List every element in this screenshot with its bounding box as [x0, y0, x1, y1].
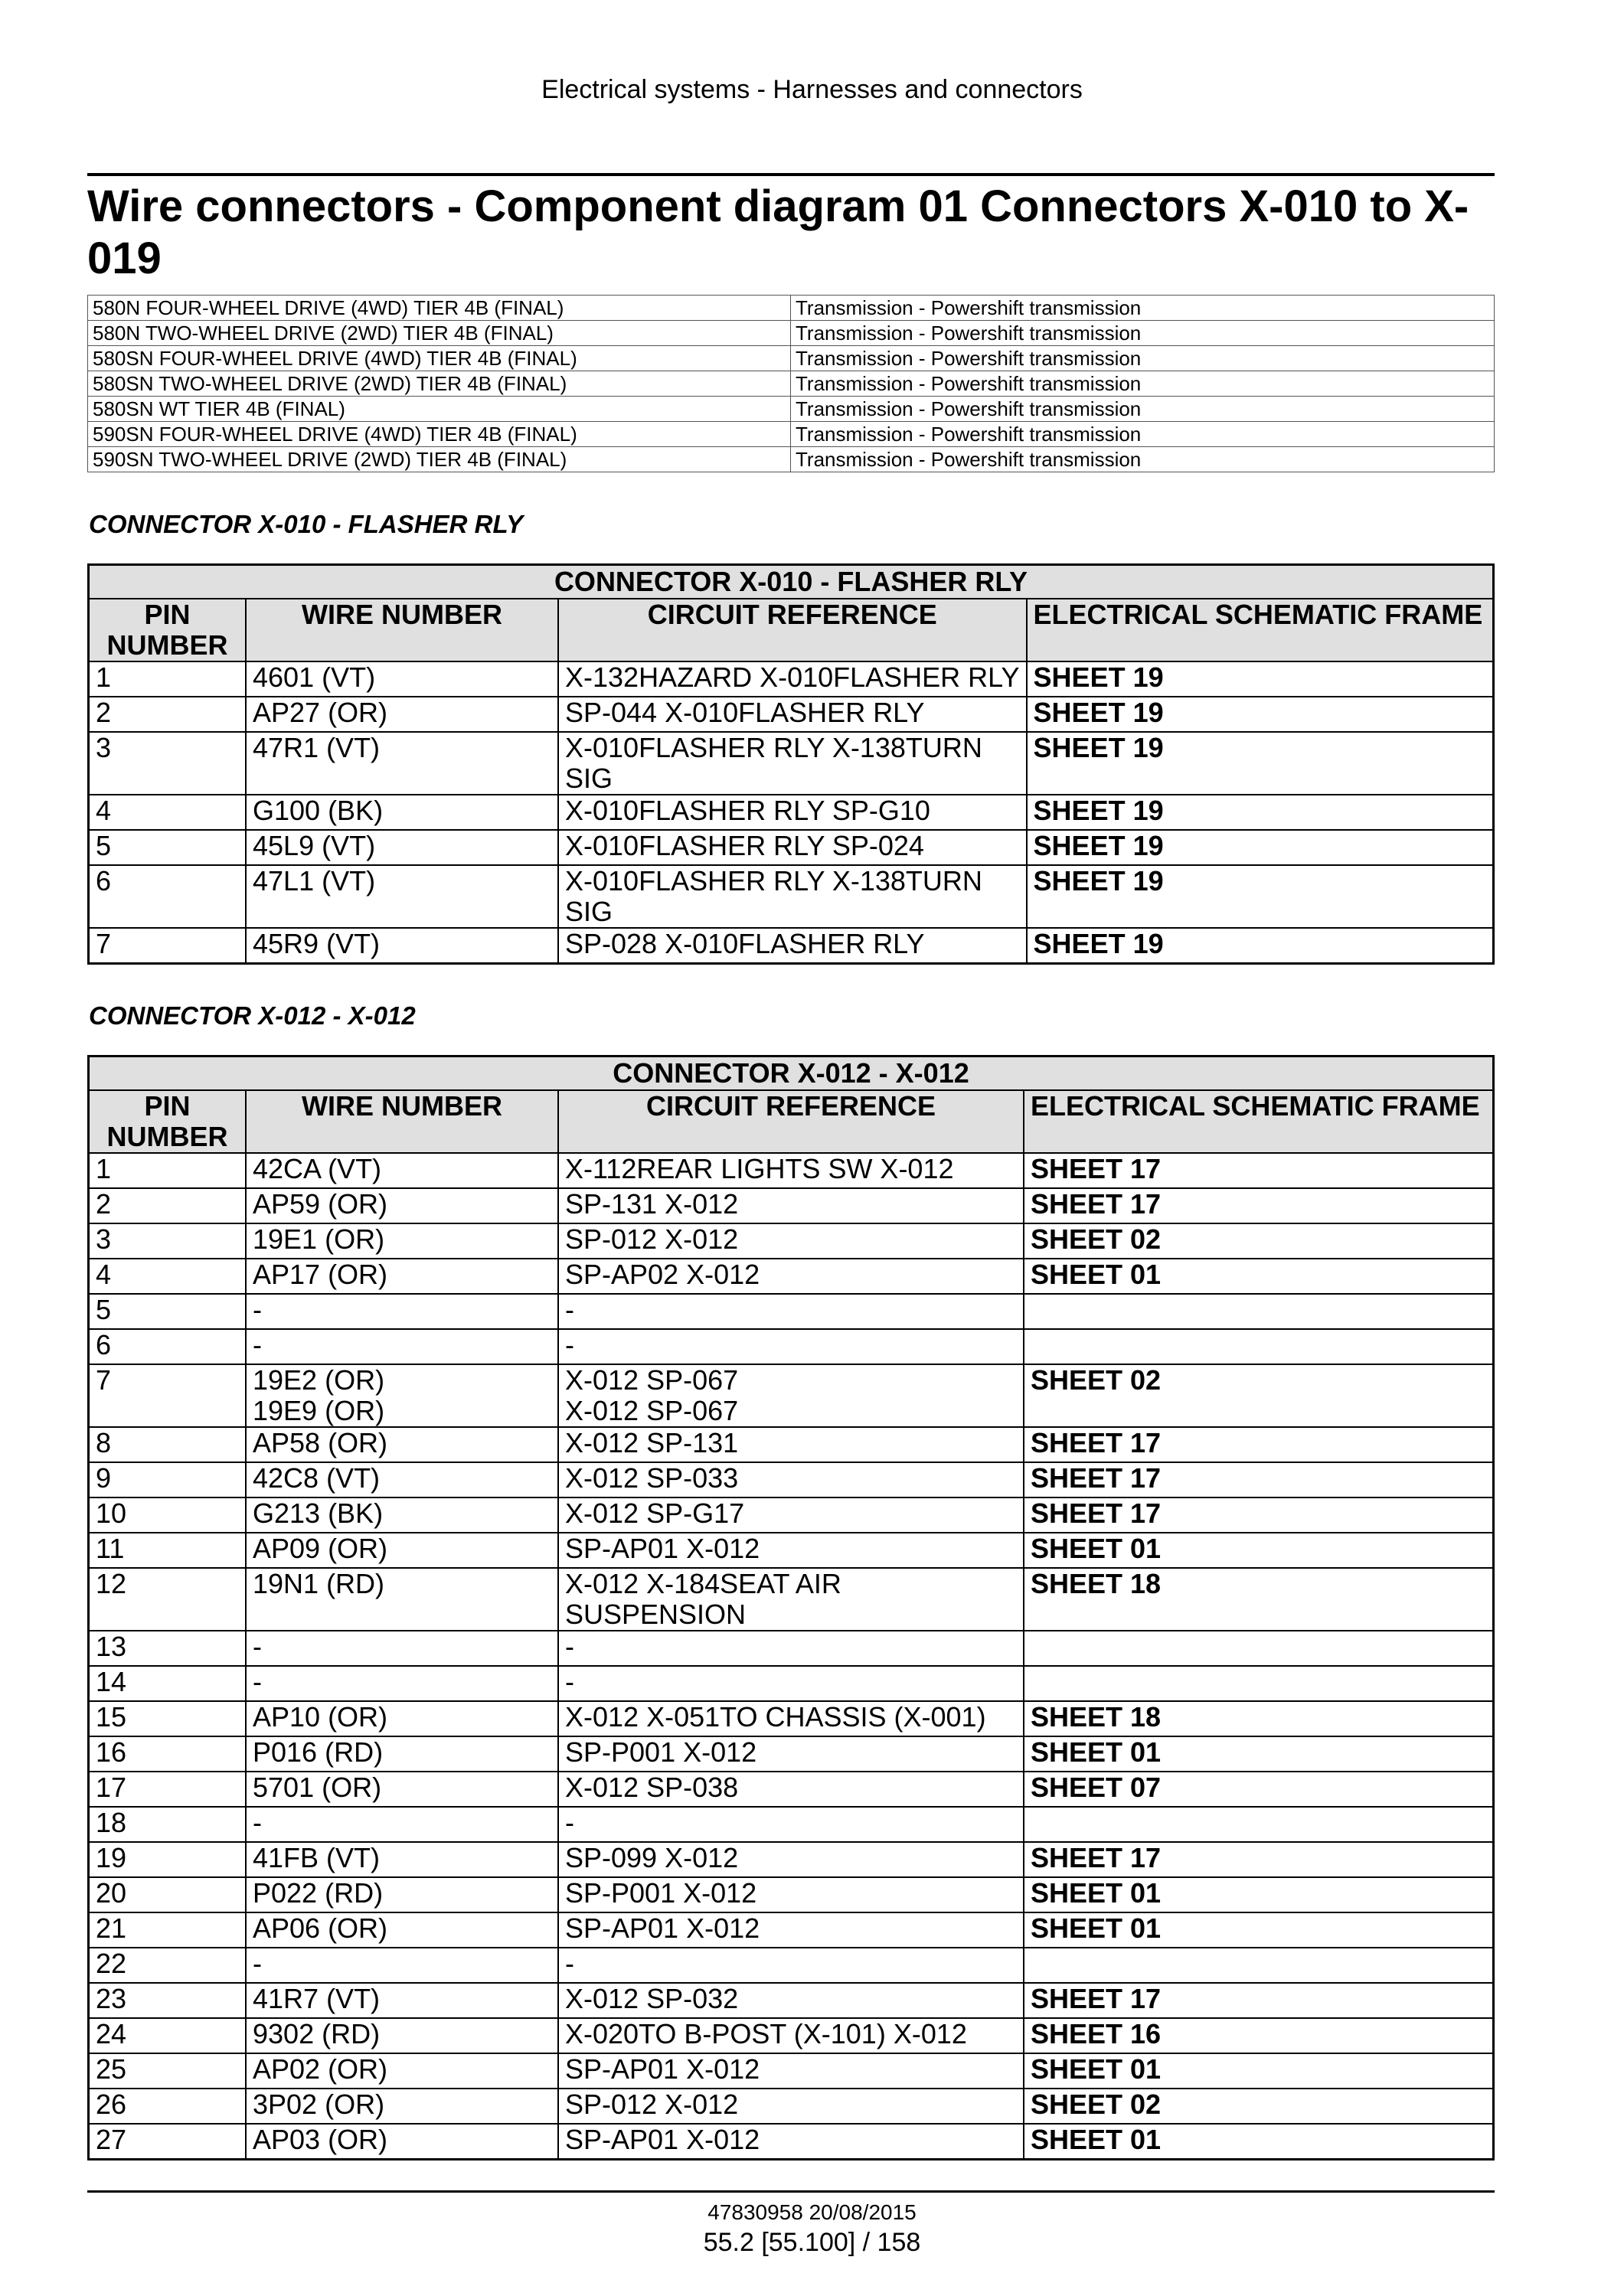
wire-number-line: AP58 (OR): [253, 1427, 388, 1458]
model-row: [88, 371, 1495, 397]
circuit-reference: [558, 1948, 1024, 1983]
running-header: Electrical systems - Harnesses and connectors: [541, 75, 1083, 104]
wire-number-line: 45R9 (VT): [253, 928, 381, 959]
model-name: 590SN FOUR-WHEEL DRIVE (4WD) TIER 4B (FINAL): [88, 422, 791, 447]
wire-number: [246, 1877, 558, 1912]
schematic-frame: SHEET 17: [1024, 1983, 1494, 2018]
wire-number: [246, 1666, 558, 1701]
pin-row: [89, 1912, 1494, 1948]
circuit-reference: [558, 1533, 1024, 1568]
pin-number: 26: [89, 2089, 247, 2124]
schematic-frame: SHEET 02: [1024, 1223, 1494, 1259]
footer-doc-ref: 47830958 20/08/2015: [707, 2200, 917, 2224]
schematic-frame: SHEET 17: [1024, 1427, 1494, 1462]
schematic-frame: SHEET 19: [1027, 732, 1494, 795]
pin-row: [89, 1364, 1494, 1427]
circuit-reference: [558, 1497, 1024, 1533]
circuit-reference-line: SP-P001 X-012: [565, 1736, 757, 1768]
wire-number-line: AP06 (OR): [253, 1912, 388, 1944]
pin-number: 18: [89, 1807, 247, 1842]
wire-number-line: 42CA (VT): [253, 1153, 382, 1184]
schematic-frame: SHEET 07: [1024, 1772, 1494, 1807]
model-system: Transmission - Powershift transmission: [791, 296, 1495, 321]
pin-row: [89, 1153, 1494, 1188]
connector-x012-table: [87, 1055, 1495, 2160]
pin-number: 3: [89, 732, 247, 795]
wire-number-line: 41R7 (VT): [253, 1983, 381, 2014]
wire-number: [246, 732, 558, 795]
schematic-frame: SHEET 16: [1024, 2018, 1494, 2053]
pin-row: [89, 1948, 1494, 1983]
circuit-reference-line: X-012 SP-067: [565, 1364, 739, 1396]
circuit-reference-line: SP-AP01 X-012: [565, 2053, 760, 2085]
wire-number: [246, 1807, 558, 1842]
wire-number-line: G100 (BK): [253, 795, 384, 826]
circuit-reference-line: X-020TO B-POST (X-101) X-012: [565, 2018, 967, 2049]
circuit-reference-line: X-010FLASHER RLY SP-024: [565, 830, 924, 861]
footer-rule: [87, 2190, 1495, 2193]
pin-row: [89, 1568, 1494, 1631]
pin-number: 1: [89, 1153, 247, 1188]
wire-number-line: -: [253, 1631, 262, 1662]
circuit-reference-line: X-012 SP-032: [565, 1983, 739, 2014]
schematic-frame: SHEET 02: [1024, 2089, 1494, 2124]
circuit-reference-line: X-010FLASHER RLY X-138TURN: [565, 732, 982, 763]
schematic-frame: [1024, 1807, 1494, 1842]
circuit-reference-line: -: [565, 1631, 574, 1662]
circuit-reference-line: X-112REAR LIGHTS SW X-012: [565, 1153, 954, 1184]
pin-row: [89, 1259, 1494, 1294]
circuit-reference: [558, 2124, 1024, 2160]
pin-row: [89, 2089, 1494, 2124]
wire-number: [246, 865, 558, 928]
circuit-reference-line: X-012 X-051TO CHASSIS (X-001): [565, 1701, 986, 1733]
col-header-circuit: CIRCUIT REFERENCE: [558, 599, 1027, 661]
pin-row: [89, 1983, 1494, 2018]
page-title: Wire connectors - Component diagram 01 Connectors X-010 to X-019: [87, 181, 1469, 283]
pin-number: 2: [89, 1188, 247, 1223]
footer-page-number: 55.2 [55.100] / 158: [703, 2228, 921, 2257]
schematic-frame: SHEET 18: [1024, 1701, 1494, 1736]
circuit-reference-line: SP-131 X-012: [565, 1188, 739, 1220]
schematic-frame: SHEET 18: [1024, 1568, 1494, 1631]
wire-number: [246, 1631, 558, 1666]
wire-number: [246, 661, 558, 697]
pin-row: [89, 1701, 1494, 1736]
pin-number: 7: [89, 928, 247, 964]
wire-number: [246, 1568, 558, 1631]
wire-number: [246, 2124, 558, 2160]
wire-number: [246, 1772, 558, 1807]
schematic-frame: SHEET 01: [1024, 1259, 1494, 1294]
pin-row: [89, 697, 1494, 732]
pin-number: 23: [89, 1983, 247, 2018]
wire-number: [246, 1948, 558, 1983]
pin-row: [89, 732, 1494, 795]
pin-number: 8: [89, 1427, 247, 1462]
pin-number: 13: [89, 1631, 247, 1666]
pin-row: [89, 1188, 1494, 1223]
pin-row: [89, 1842, 1494, 1877]
schematic-frame: SHEET 17: [1024, 1497, 1494, 1533]
pin-row: [89, 1462, 1494, 1497]
schematic-frame: SHEET 01: [1024, 2053, 1494, 2089]
circuit-reference-line: SP-099 X-012: [565, 1842, 739, 1873]
wire-number-line: 41FB (VT): [253, 1842, 381, 1873]
pin-row: [89, 1497, 1494, 1533]
pin-number: 12: [89, 1568, 247, 1631]
wire-number-line: 5701 (OR): [253, 1772, 382, 1803]
circuit-reference-line: SP-AP02 X-012: [565, 1259, 760, 1290]
model-name: 580SN FOUR-WHEEL DRIVE (4WD) TIER 4B (FINAL): [88, 346, 791, 371]
circuit-reference-line: X-012 SP-131: [565, 1427, 739, 1458]
model-system: Transmission - Powershift transmission: [791, 397, 1495, 422]
schematic-frame: [1024, 1294, 1494, 1329]
pin-number: 16: [89, 1736, 247, 1772]
pin-row: [89, 1223, 1494, 1259]
circuit-reference: [558, 2053, 1024, 2089]
circuit-reference: [558, 1701, 1024, 1736]
wire-number-line: AP09 (OR): [253, 1533, 388, 1564]
pin-row: [89, 928, 1494, 964]
col-header-pin: PIN NUMBER: [89, 1090, 247, 1153]
model-row: [88, 296, 1495, 321]
pin-row: [89, 830, 1494, 865]
pin-row: [89, 865, 1494, 928]
pin-row: [89, 1427, 1494, 1462]
schematic-frame: SHEET 01: [1024, 1533, 1494, 1568]
wire-number-line: AP10 (OR): [253, 1701, 388, 1733]
pin-row: [89, 1736, 1494, 1772]
circuit-reference: [558, 732, 1027, 795]
circuit-reference-line: X-012 SP-033: [565, 1462, 739, 1494]
circuit-reference: [558, 1877, 1024, 1912]
schematic-frame: [1024, 1948, 1494, 1983]
wire-number: [246, 1259, 558, 1294]
wire-number: [246, 2018, 558, 2053]
pin-number: 7: [89, 1364, 247, 1427]
pin-row: [89, 2053, 1494, 2089]
schematic-frame: [1024, 1631, 1494, 1666]
col-header-pin: PIN NUMBER: [89, 599, 247, 661]
pin-row: [89, 2018, 1494, 2053]
title-rule: [87, 173, 1495, 176]
pin-number: 10: [89, 1497, 247, 1533]
wire-number-line: -: [253, 1807, 262, 1838]
model-system: Transmission - Powershift transmission: [791, 371, 1495, 397]
circuit-reference-line: SUSPENSION: [565, 1599, 747, 1630]
schematic-frame: SHEET 19: [1027, 928, 1494, 964]
model-name: 580SN WT TIER 4B (FINAL): [88, 397, 791, 422]
circuit-reference: [558, 2089, 1024, 2124]
wire-number-line: 42C8 (VT): [253, 1462, 381, 1494]
pin-number: 6: [89, 865, 247, 928]
col-header-wire: WIRE NUMBER: [246, 1090, 558, 1153]
circuit-reference: [558, 1666, 1024, 1701]
circuit-reference-line: X-010FLASHER RLY X-138TURN: [565, 865, 982, 897]
pin-row: [89, 1772, 1494, 1807]
model-name: 590SN TWO-WHEEL DRIVE (2WD) TIER 4B (FINAL): [88, 447, 791, 472]
wire-number-line: P016 (RD): [253, 1736, 384, 1768]
wire-number: [246, 1462, 558, 1497]
wire-number-line: 4601 (VT): [253, 661, 376, 693]
wire-number: [246, 928, 558, 964]
pin-number: 1: [89, 661, 247, 697]
circuit-reference: [558, 1983, 1024, 2018]
schematic-frame: SHEET 19: [1027, 661, 1494, 697]
wire-number: [246, 1294, 558, 1329]
schematic-frame: SHEET 19: [1027, 697, 1494, 732]
pin-row: [89, 1631, 1494, 1666]
pin-number: 17: [89, 1772, 247, 1807]
pin-number: 6: [89, 1329, 247, 1364]
circuit-reference: [558, 1153, 1024, 1188]
pin-number: 14: [89, 1666, 247, 1701]
wire-number-line: 45L9 (VT): [253, 830, 376, 861]
pin-number: 19: [89, 1842, 247, 1877]
pin-number: 22: [89, 1948, 247, 1983]
schematic-frame: SHEET 02: [1024, 1364, 1494, 1427]
section-heading-x010: CONNECTOR X-010 - FLASHER RLY: [89, 510, 524, 538]
circuit-reference: [558, 1807, 1024, 1842]
circuit-reference: [558, 1294, 1024, 1329]
pin-number: 11: [89, 1533, 247, 1568]
wire-number: [246, 1188, 558, 1223]
circuit-reference-line: SP-044 X-010FLASHER RLY: [565, 697, 925, 728]
circuit-reference-line: X-012 X-184SEAT AIR: [565, 1568, 841, 1599]
schematic-frame: SHEET 17: [1024, 1153, 1494, 1188]
circuit-reference: [558, 1462, 1024, 1497]
pin-number: 4: [89, 1259, 247, 1294]
pin-number: 3: [89, 1223, 247, 1259]
model-row: [88, 422, 1495, 447]
circuit-reference: [558, 1772, 1024, 1807]
wire-number: [246, 1983, 558, 2018]
circuit-reference: [558, 661, 1027, 697]
wire-number-line: -: [253, 1666, 262, 1697]
circuit-reference: [558, 1631, 1024, 1666]
wire-number: [246, 830, 558, 865]
col-header-wire: WIRE NUMBER: [246, 599, 558, 661]
pin-row: [89, 1294, 1494, 1329]
wire-number: [246, 1736, 558, 1772]
col-header-frame: ELECTRICAL SCHEMATIC FRAME: [1024, 1090, 1494, 1153]
schematic-frame: SHEET 19: [1027, 865, 1494, 928]
pin-number: 15: [89, 1701, 247, 1736]
schematic-frame: SHEET 01: [1024, 1877, 1494, 1912]
pin-row: [89, 661, 1494, 697]
circuit-reference: [558, 697, 1027, 732]
wire-number-line: AP02 (OR): [253, 2053, 388, 2085]
wire-number: [246, 1223, 558, 1259]
circuit-reference-line: SP-AP01 X-012: [565, 1912, 760, 1944]
circuit-reference-line: SP-012 X-012: [565, 1223, 739, 1255]
circuit-reference-line: -: [565, 1294, 574, 1325]
wire-number-line: 19E9 (OR): [253, 1395, 385, 1426]
wire-number-line: 47R1 (VT): [253, 732, 381, 763]
wire-number-line: 9302 (RD): [253, 2018, 381, 2049]
wire-number: [246, 1533, 558, 1568]
schematic-frame: [1024, 1329, 1494, 1364]
pin-row: [89, 1877, 1494, 1912]
wire-number: [246, 697, 558, 732]
pin-number: 9: [89, 1462, 247, 1497]
circuit-reference: [558, 1223, 1024, 1259]
wire-number-line: 47L1 (VT): [253, 865, 376, 897]
schematic-frame: SHEET 19: [1027, 795, 1494, 830]
schematic-frame: SHEET 17: [1024, 1462, 1494, 1497]
circuit-reference: [558, 2018, 1024, 2053]
circuit-reference: [558, 1842, 1024, 1877]
circuit-reference-line: X-012 SP-038: [565, 1772, 739, 1803]
schematic-frame: SHEET 01: [1024, 1912, 1494, 1948]
model-system: Transmission - Powershift transmission: [791, 321, 1495, 346]
circuit-reference: [558, 928, 1027, 964]
pin-row: [89, 795, 1494, 830]
circuit-reference-line: -: [565, 1948, 574, 1979]
wire-number-line: 19N1 (RD): [253, 1568, 385, 1599]
wire-number: [246, 1701, 558, 1736]
wire-number-line: G213 (BK): [253, 1497, 384, 1529]
wire-number: [246, 1329, 558, 1364]
circuit-reference-line: SIG: [565, 763, 613, 794]
circuit-reference-line: -: [565, 1329, 574, 1360]
wire-number-line: 3P02 (OR): [253, 2089, 385, 2120]
circuit-reference-line: SP-028 X-010FLASHER RLY: [565, 928, 925, 959]
wire-number-line: -: [253, 1329, 262, 1360]
wire-number-line: -: [253, 1294, 262, 1325]
circuit-reference: [558, 1736, 1024, 1772]
circuit-reference: [558, 1912, 1024, 1948]
schematic-frame: SHEET 17: [1024, 1842, 1494, 1877]
circuit-reference: [558, 1364, 1024, 1427]
circuit-reference-line: SIG: [565, 896, 613, 927]
wire-number-line: 19E1 (OR): [253, 1223, 385, 1255]
circuit-reference: [558, 1188, 1024, 1223]
model-row: [88, 447, 1495, 472]
model-name: 580N FOUR-WHEEL DRIVE (4WD) TIER 4B (FINAL): [88, 296, 791, 321]
wire-number: [246, 1364, 558, 1427]
pin-number: 21: [89, 1912, 247, 1948]
wire-number-line: AP27 (OR): [253, 697, 388, 728]
wire-number: [246, 1842, 558, 1877]
wire-number-line: P022 (RD): [253, 1877, 384, 1909]
wire-number: [246, 795, 558, 830]
model-name: 580N TWO-WHEEL DRIVE (2WD) TIER 4B (FINAL): [88, 321, 791, 346]
circuit-reference-line: SP-012 X-012: [565, 2089, 739, 2120]
wire-number: [246, 1912, 558, 1948]
model-applicability-table: [87, 295, 1495, 472]
wire-number: [246, 1153, 558, 1188]
circuit-reference: [558, 865, 1027, 928]
model-name: 580SN TWO-WHEEL DRIVE (2WD) TIER 4B (FINAL): [88, 371, 791, 397]
pin-number: 2: [89, 697, 247, 732]
section-heading-x012: CONNECTOR X-012 - X-012: [89, 1001, 416, 1030]
pin-row: [89, 1807, 1494, 1842]
model-system: Transmission - Powershift transmission: [791, 447, 1495, 472]
wire-number-line: AP17 (OR): [253, 1259, 388, 1290]
model-row: [88, 397, 1495, 422]
wire-number-line: AP03 (OR): [253, 2124, 388, 2155]
pin-number: 25: [89, 2053, 247, 2089]
connector-x010-table: [87, 563, 1495, 965]
circuit-reference-line: X-010FLASHER RLY SP-G10: [565, 795, 930, 826]
circuit-reference: [558, 1568, 1024, 1631]
circuit-reference: [558, 1259, 1024, 1294]
pin-number: 5: [89, 830, 247, 865]
circuit-reference-line: -: [565, 1666, 574, 1697]
pin-number: 20: [89, 1877, 247, 1912]
circuit-reference-line: X-012 SP-G17: [565, 1497, 745, 1529]
model-system: Transmission - Powershift transmission: [791, 346, 1495, 371]
table-caption: CONNECTOR X-012 - X-012: [89, 1057, 1494, 1091]
model-system: Transmission - Powershift transmission: [791, 422, 1495, 447]
circuit-reference: [558, 830, 1027, 865]
pin-number: 4: [89, 795, 247, 830]
circuit-reference-line: SP-P001 X-012: [565, 1877, 757, 1909]
schematic-frame: SHEET 01: [1024, 2124, 1494, 2160]
table-caption: CONNECTOR X-010 - FLASHER RLY: [89, 565, 1494, 599]
wire-number: [246, 1427, 558, 1462]
circuit-reference-line: X-132HAZARD X-010FLASHER RLY: [565, 661, 1020, 693]
pin-number: 24: [89, 2018, 247, 2053]
circuit-reference: [558, 1427, 1024, 1462]
circuit-reference: [558, 1329, 1024, 1364]
wire-number-line: AP59 (OR): [253, 1188, 388, 1220]
circuit-reference: [558, 795, 1027, 830]
wire-number-line: 19E2 (OR): [253, 1364, 385, 1396]
model-row: [88, 346, 1495, 371]
circuit-reference-line: SP-AP01 X-012: [565, 2124, 760, 2155]
pin-row: [89, 1533, 1494, 1568]
schematic-frame: SHEET 01: [1024, 1736, 1494, 1772]
col-header-frame: ELECTRICAL SCHEMATIC FRAME: [1027, 599, 1494, 661]
circuit-reference-line: X-012 SP-067: [565, 1395, 739, 1426]
schematic-frame: SHEET 19: [1027, 830, 1494, 865]
pin-number: 27: [89, 2124, 247, 2160]
circuit-reference-line: -: [565, 1807, 574, 1838]
wire-number: [246, 1497, 558, 1533]
pin-number: 5: [89, 1294, 247, 1329]
wire-number-line: -: [253, 1948, 262, 1979]
pin-row: [89, 1666, 1494, 1701]
wire-number: [246, 2089, 558, 2124]
schematic-frame: [1024, 1666, 1494, 1701]
col-header-circuit: CIRCUIT REFERENCE: [558, 1090, 1024, 1153]
circuit-reference-line: SP-AP01 X-012: [565, 1533, 760, 1564]
model-row: [88, 321, 1495, 346]
pin-row: [89, 1329, 1494, 1364]
schematic-frame: SHEET 17: [1024, 1188, 1494, 1223]
pin-row: [89, 2124, 1494, 2160]
wire-number: [246, 2053, 558, 2089]
